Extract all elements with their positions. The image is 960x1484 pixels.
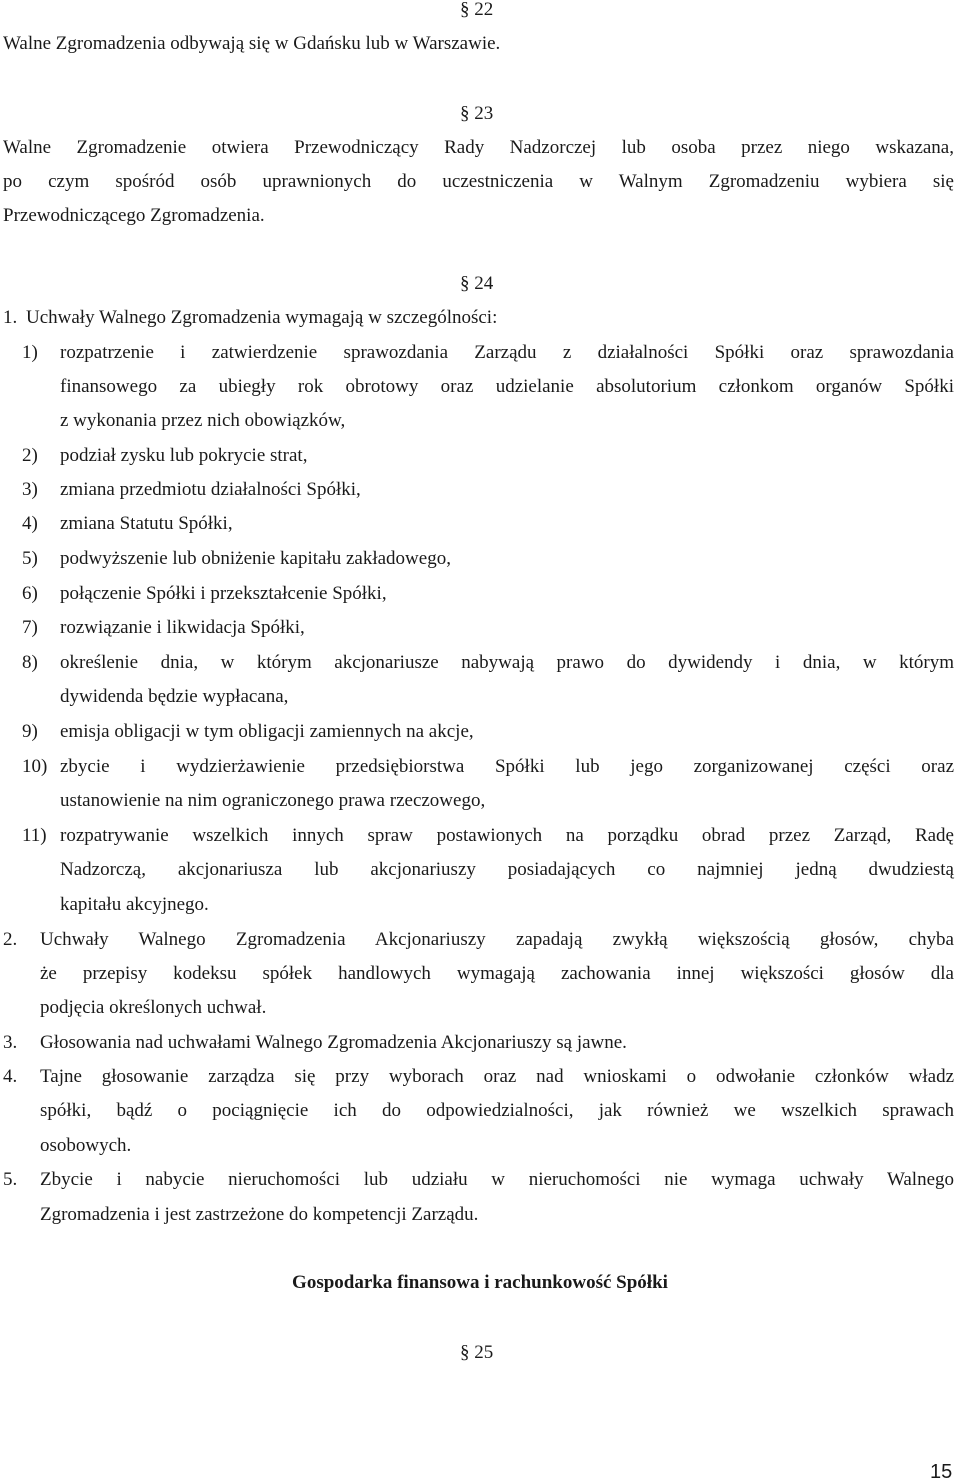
item-text: zbycie i wydzierżawienie przedsiębiorstwa Spółki lub jego zorganizowanej części oraz [60,756,954,777]
item-text: rozwiązanie i likwidacja Spółki, [60,617,305,638]
item-text: emisja obligacji w tym obligacji zamiennych na akcje, [60,721,474,742]
item-number: 10) [22,756,48,777]
item-number: 4) [22,513,38,534]
item-number: 8) [22,652,38,673]
item-number: 6) [22,583,38,604]
item-number: 11) [22,825,47,846]
section-heading: Gospodarka finansowa i rachunkowość Spółki [292,1272,668,1293]
item-text: określenie dnia, w którym akcjonariusze nabywają prawo do dywidendy i dnia, w którym [60,652,954,673]
section-22-text: Walne Zgromadzenia odbywają się w Gdańsku lub w Warszawie. [3,33,501,54]
section-23-line: po czym spośród osób uprawnionych do uczestniczenia w Walnym Zgromadzeniu wybiera się [3,171,954,192]
section-24-sign: § 24 [460,273,494,294]
item-text: Nadzorczą, akcjonariusza lub akcjonariuszy posiadających co najmniej jedną dwudziestą [60,859,954,880]
point-text: Uchwały Walnego Zgromadzenia Akcjonariuszy zapadają zwykłą większością głosów, chyba [40,929,954,950]
point-text: Głosowania nad uchwałami Walnego Zgromadzenia Akcjonariuszy są jawne. [40,1032,627,1053]
section-22-sign: § 22 [460,0,494,20]
item-text: z wykonania przez nich obowiązków, [60,410,346,431]
item-text: zmiana Statutu Spółki, [60,513,233,534]
item-text: kapitału akcyjnego. [60,894,209,915]
item-text: dywidenda będzie wypłacana, [60,686,289,707]
point-text: Tajne głosowanie zarządza się przy wyborach oraz nad wnioskami o odwołanie członków władz [40,1066,954,1087]
item-text: zmiana przedmiotu działalności Spółki, [60,479,361,500]
item-number: 2) [22,445,38,466]
point-text: Zbycie i nabycie nieruchomości lub udziału w nieruchomości nie wymaga uchwały Walnego [40,1169,954,1190]
item-text: podwyższenie lub obniżenie kapitału zakładowego, [60,548,451,569]
point-text: podjęcia określonych uchwał. [40,997,267,1018]
item-number: 9) [22,721,38,742]
page-number: 15 [930,1461,953,1483]
section-23-line: Przewodniczącego Zgromadzenia. [3,205,265,226]
item-text: rozpatrzenie i zatwierdzenie sprawozdania Zarządu z działalności Spółki oraz sprawozdania [60,342,954,363]
section-23-line: Walne Zgromadzenie otwiera Przewodniczący Rady Nadzorczej lub osoba przez niego wskazana, [3,137,954,158]
point-number: 3. [3,1032,18,1053]
item-text: rozpatrywanie wszelkich innych spraw postawionych na porządku obrad przez Zarząd, Radę [60,825,954,846]
point-text: osobowych. [40,1135,132,1156]
point-number: 4. [3,1066,18,1087]
item-text: finansowego za ubiegły rok obrotowy oraz udzielanie absolutorium członkom organów Spółki [60,376,954,397]
section-25-sign: § 25 [460,1342,494,1363]
point-text: że przepisy kodeksu spółek handlowych wymagają zachowania innej większości głosów dla [40,963,954,984]
item-text: ustanowienie na nim ograniczonego prawa rzeczowego, [60,790,486,811]
item-number: 3) [22,479,38,500]
item-number: 5) [22,548,38,569]
item-number: 7) [22,617,38,638]
point-text: Zgromadzenia i jest zastrzeżone do kompetencji Zarządu. [40,1204,479,1225]
section-23-sign: § 23 [460,103,494,124]
point-text: spółki, bądź o pociągnięcie ich do odpowiedzialności, jak również we wszelkich sprawach [40,1100,954,1121]
item-text: połączenie Spółki i przekształcenie Spółki, [60,583,387,604]
item-text: podział zysku lub pokrycie strat, [60,445,308,466]
point-number: 1. [3,307,18,328]
point-number: 2. [3,929,18,950]
point-number: 5. [3,1169,18,1190]
item-number: 1) [22,342,38,363]
section-24-intro: Uchwały Walnego Zgromadzenia wymagają w szczególności: [26,307,498,328]
